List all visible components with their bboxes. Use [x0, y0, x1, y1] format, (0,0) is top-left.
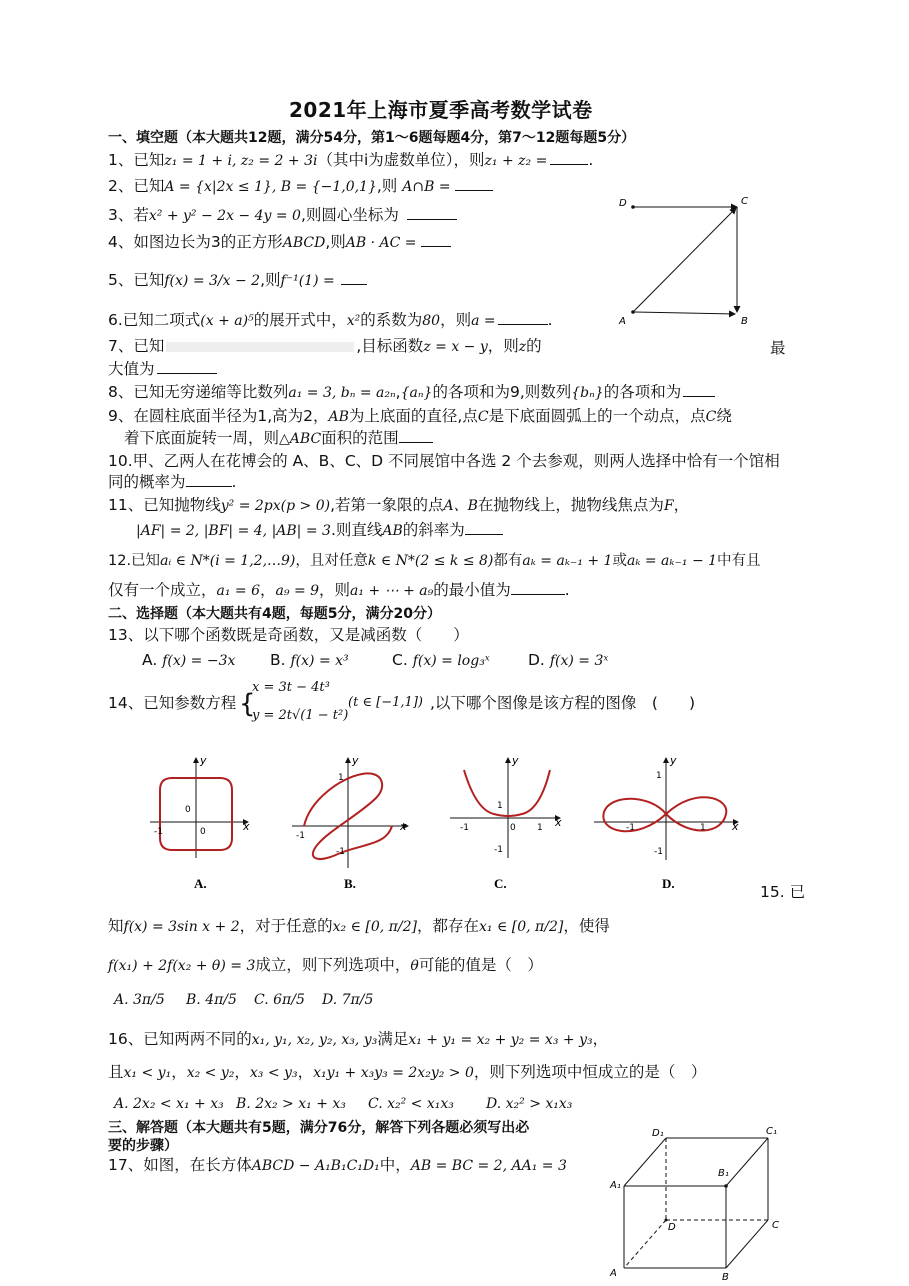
question-8: 8、已知无穷递缩等比数列a₁ = 3, bₙ = a₂ₙ,{aₙ}的各项和为9,则数列{bₙ}的各项和为	[108, 382, 715, 403]
question-15: 知f(x) = 3sin x + 2，对于任意的x₂ ∈ [0, π/2]，都存在x₁ ∈ [0, π/2]，使得	[108, 917, 610, 935]
svg-text:-1: -1	[654, 847, 663, 857]
q13-option-c[interactable]: C. f(x) = log₃ˣ	[392, 651, 490, 669]
q14-eq-x: x = 3t − 4t³	[252, 680, 330, 695]
q15-option-d[interactable]: D. 7π/5	[322, 992, 374, 1008]
question-15-number: 15. 已	[760, 883, 806, 901]
question-5: 5、已知f(x) = 3/x − 2,则f⁻¹(1) =	[108, 270, 367, 291]
question-12: 12.已知aᵢ ∈ N*(i = 1,2,…9)，且对任意k ∈ N*(2 ≤ k ≤ 8)都有aₖ = aₖ₋₁ + 1或aₖ = aₖ₋₁ − 1中有且	[108, 553, 761, 569]
label-d: D	[619, 198, 627, 209]
section-3-header-line2: 要的步骤）	[108, 1138, 178, 1154]
q15-option-a[interactable]: A. 3π/5	[114, 992, 165, 1008]
question-11: 11、已知抛物线y² = 2px(p > 0),若第一象限的点A、B在抛物线上，抛物线焦点为F，	[108, 496, 690, 514]
graph-d[interactable]	[594, 754, 739, 891]
section-1-header: 一、填空题（本大题共12题，满分54分，第1～6题每题4分，第7～12题每题5分）	[108, 130, 636, 146]
label-c1: C₁	[766, 1126, 777, 1137]
label-b: B	[722, 1272, 729, 1282]
q16-option-c[interactable]: C. x₂² < x₁x₃	[368, 1096, 454, 1112]
question-6: 6.已知二项式(x + a)⁵的展开式中，x²的系数为80，则a = .	[108, 311, 553, 329]
q14-eq-y: y = 2t√(1 − t²)	[252, 708, 349, 723]
label-c: C	[772, 1220, 779, 1231]
svg-text:y: y	[200, 754, 207, 767]
section-2-header: 二、选择题（本大题共有4题，每题5分，满分20分）	[108, 606, 441, 622]
question-15-line2: f(x₁) + 2f(x₂ + θ) = 3成立，则下列选项中，θ可能的值是（ ）	[108, 956, 543, 974]
svg-text:-1: -1	[626, 823, 635, 833]
svg-text:-1: -1	[460, 823, 469, 833]
graph-d-caption: D.	[662, 876, 675, 891]
question-9-line2: 着下底面旋转一周，则△ABC面积的范围	[124, 428, 433, 449]
svg-text:1: 1	[338, 773, 344, 783]
q17-cuboid-figure	[606, 1122, 796, 1282]
question-10: 10.甲、乙两人在花博会的 A、B、C、D 不同展馆中各选 2 个去参观，则两人选择中恰有一个馆相	[108, 452, 780, 470]
label-c: C	[741, 196, 748, 207]
svg-text:y: y	[352, 754, 359, 767]
question-17: 17、如图，在长方体ABCD − A₁B₁C₁D₁中，AB = BC = 2, AA₁ = 3	[108, 1156, 567, 1174]
svg-text:-1: -1	[296, 831, 305, 841]
section-3-header: 三、解答题（本大题共有5题，满分76分，解答下列各题必须写出必	[108, 1120, 530, 1136]
question-16: 16、已知两两不同的x₁, y₁, x₂, y₂, x₃, y₃满足x₁ + y₁ = x₂ + y₂ = x₃ + y₃，	[108, 1030, 609, 1048]
svg-text:-1: -1	[336, 847, 345, 857]
graph-b[interactable]	[292, 754, 408, 891]
svg-text:1: 1	[656, 771, 662, 781]
svg-text:-1: -1	[154, 827, 163, 837]
q15-option-c[interactable]: C. 6π/5	[254, 992, 305, 1008]
label-a: A	[619, 316, 626, 327]
label-b: B	[741, 316, 748, 327]
question-9: 9、在圆柱底面半径为1,高为2，AB为上底面的直径,点C是下底面圆弧上的一个动点，点C绕	[108, 407, 732, 425]
svg-text:0: 0	[510, 823, 516, 833]
svg-text:0: 0	[185, 805, 191, 815]
question-7-line2: 大值为	[108, 359, 217, 379]
q14-domain: (t ∈ [−1,1])	[348, 695, 423, 710]
label-d1: D₁	[652, 1128, 664, 1139]
label-a: A	[610, 1268, 617, 1279]
svg-text:x: x	[400, 820, 407, 833]
svg-text:1: 1	[700, 823, 706, 833]
q4-square-figure	[615, 192, 775, 332]
question-2: 2、已知A = {x|2x ≤ 1}, B = {−1,0,1},则 A∩B =	[108, 176, 493, 197]
q16-option-b[interactable]: B. 2x₂ > x₁ + x₃	[236, 1096, 346, 1112]
question-14-tail: ,以下哪个图像是该方程的图像 ( )	[430, 694, 696, 712]
graph-b-caption: B.	[344, 876, 356, 891]
graph-a[interactable]	[150, 754, 250, 891]
question-7-tail: 最	[770, 339, 786, 357]
question-1: 1、已知z₁ = 1 + i, z₂ = 2 + 3i（其中i为虚数单位），则z₁ + z₂ = .	[108, 151, 594, 169]
svg-text:1: 1	[497, 801, 503, 811]
system-brace: {	[239, 689, 256, 719]
label-d: D	[668, 1222, 676, 1233]
label-a1: A₁	[610, 1180, 621, 1191]
blurred-constraint-region	[166, 342, 354, 352]
question-14: 14、已知参数方程	[108, 694, 237, 712]
question-7: 7、已知 ,目标函数z = x − y，则z的	[108, 337, 542, 355]
svg-text:x: x	[243, 820, 250, 833]
svg-text:y: y	[512, 754, 519, 767]
svg-text:x: x	[732, 820, 739, 833]
question-11-line2: |AF| = 2, |BF| = 4, |AB| = 3.则直线AB的斜率为	[136, 520, 503, 541]
question-4: 4、如图边长为3的正方形ABCD,则AB · AC =	[108, 232, 451, 253]
exam-title: 2021年上海市夏季高考数学试卷	[289, 98, 593, 122]
label-b1: B₁	[718, 1168, 729, 1179]
q13-option-a[interactable]: A. f(x) = −3x	[142, 651, 236, 669]
question-16-line2: 且x₁ < y₁，x₂ < y₂，x₃ < y₃，x₁y₁ + x₃y₃ = 2x₂y₂ > 0，则下列选项中恒成立的是（ ）	[108, 1063, 707, 1081]
graph-a-caption: A.	[194, 876, 207, 891]
q15-option-b[interactable]: B. 4π/5	[186, 992, 237, 1008]
svg-text:-1: -1	[494, 845, 503, 855]
svg-text:y: y	[670, 754, 677, 767]
question-13: 13、以下哪个函数既是奇函数，又是减函数（ ）	[108, 626, 469, 644]
q13-option-d[interactable]: D. f(x) = 3ˣ	[528, 651, 609, 669]
graph-c[interactable]	[450, 754, 562, 891]
q16-option-a[interactable]: A. 2x₂ < x₁ + x₃	[114, 1096, 224, 1112]
graph-c-caption: C.	[494, 876, 507, 891]
question-3: 3、若x² + y² − 2x − 4y = 0,则圆心坐标为	[108, 205, 457, 226]
svg-text:0: 0	[200, 827, 206, 837]
question-12-line2: 仅有一个成立，a₁ = 6，a₉ = 9，则a₁ + ⋯ + a₉的最小值为 .	[108, 581, 570, 599]
q16-option-d[interactable]: D. x₂² > x₁x₃	[486, 1096, 573, 1112]
svg-text:1: 1	[537, 823, 543, 833]
svg-text:x: x	[555, 816, 562, 829]
question-10-line2: 同的概率为 .	[108, 473, 237, 491]
q13-option-b[interactable]: B. f(x) = x³	[270, 651, 349, 669]
